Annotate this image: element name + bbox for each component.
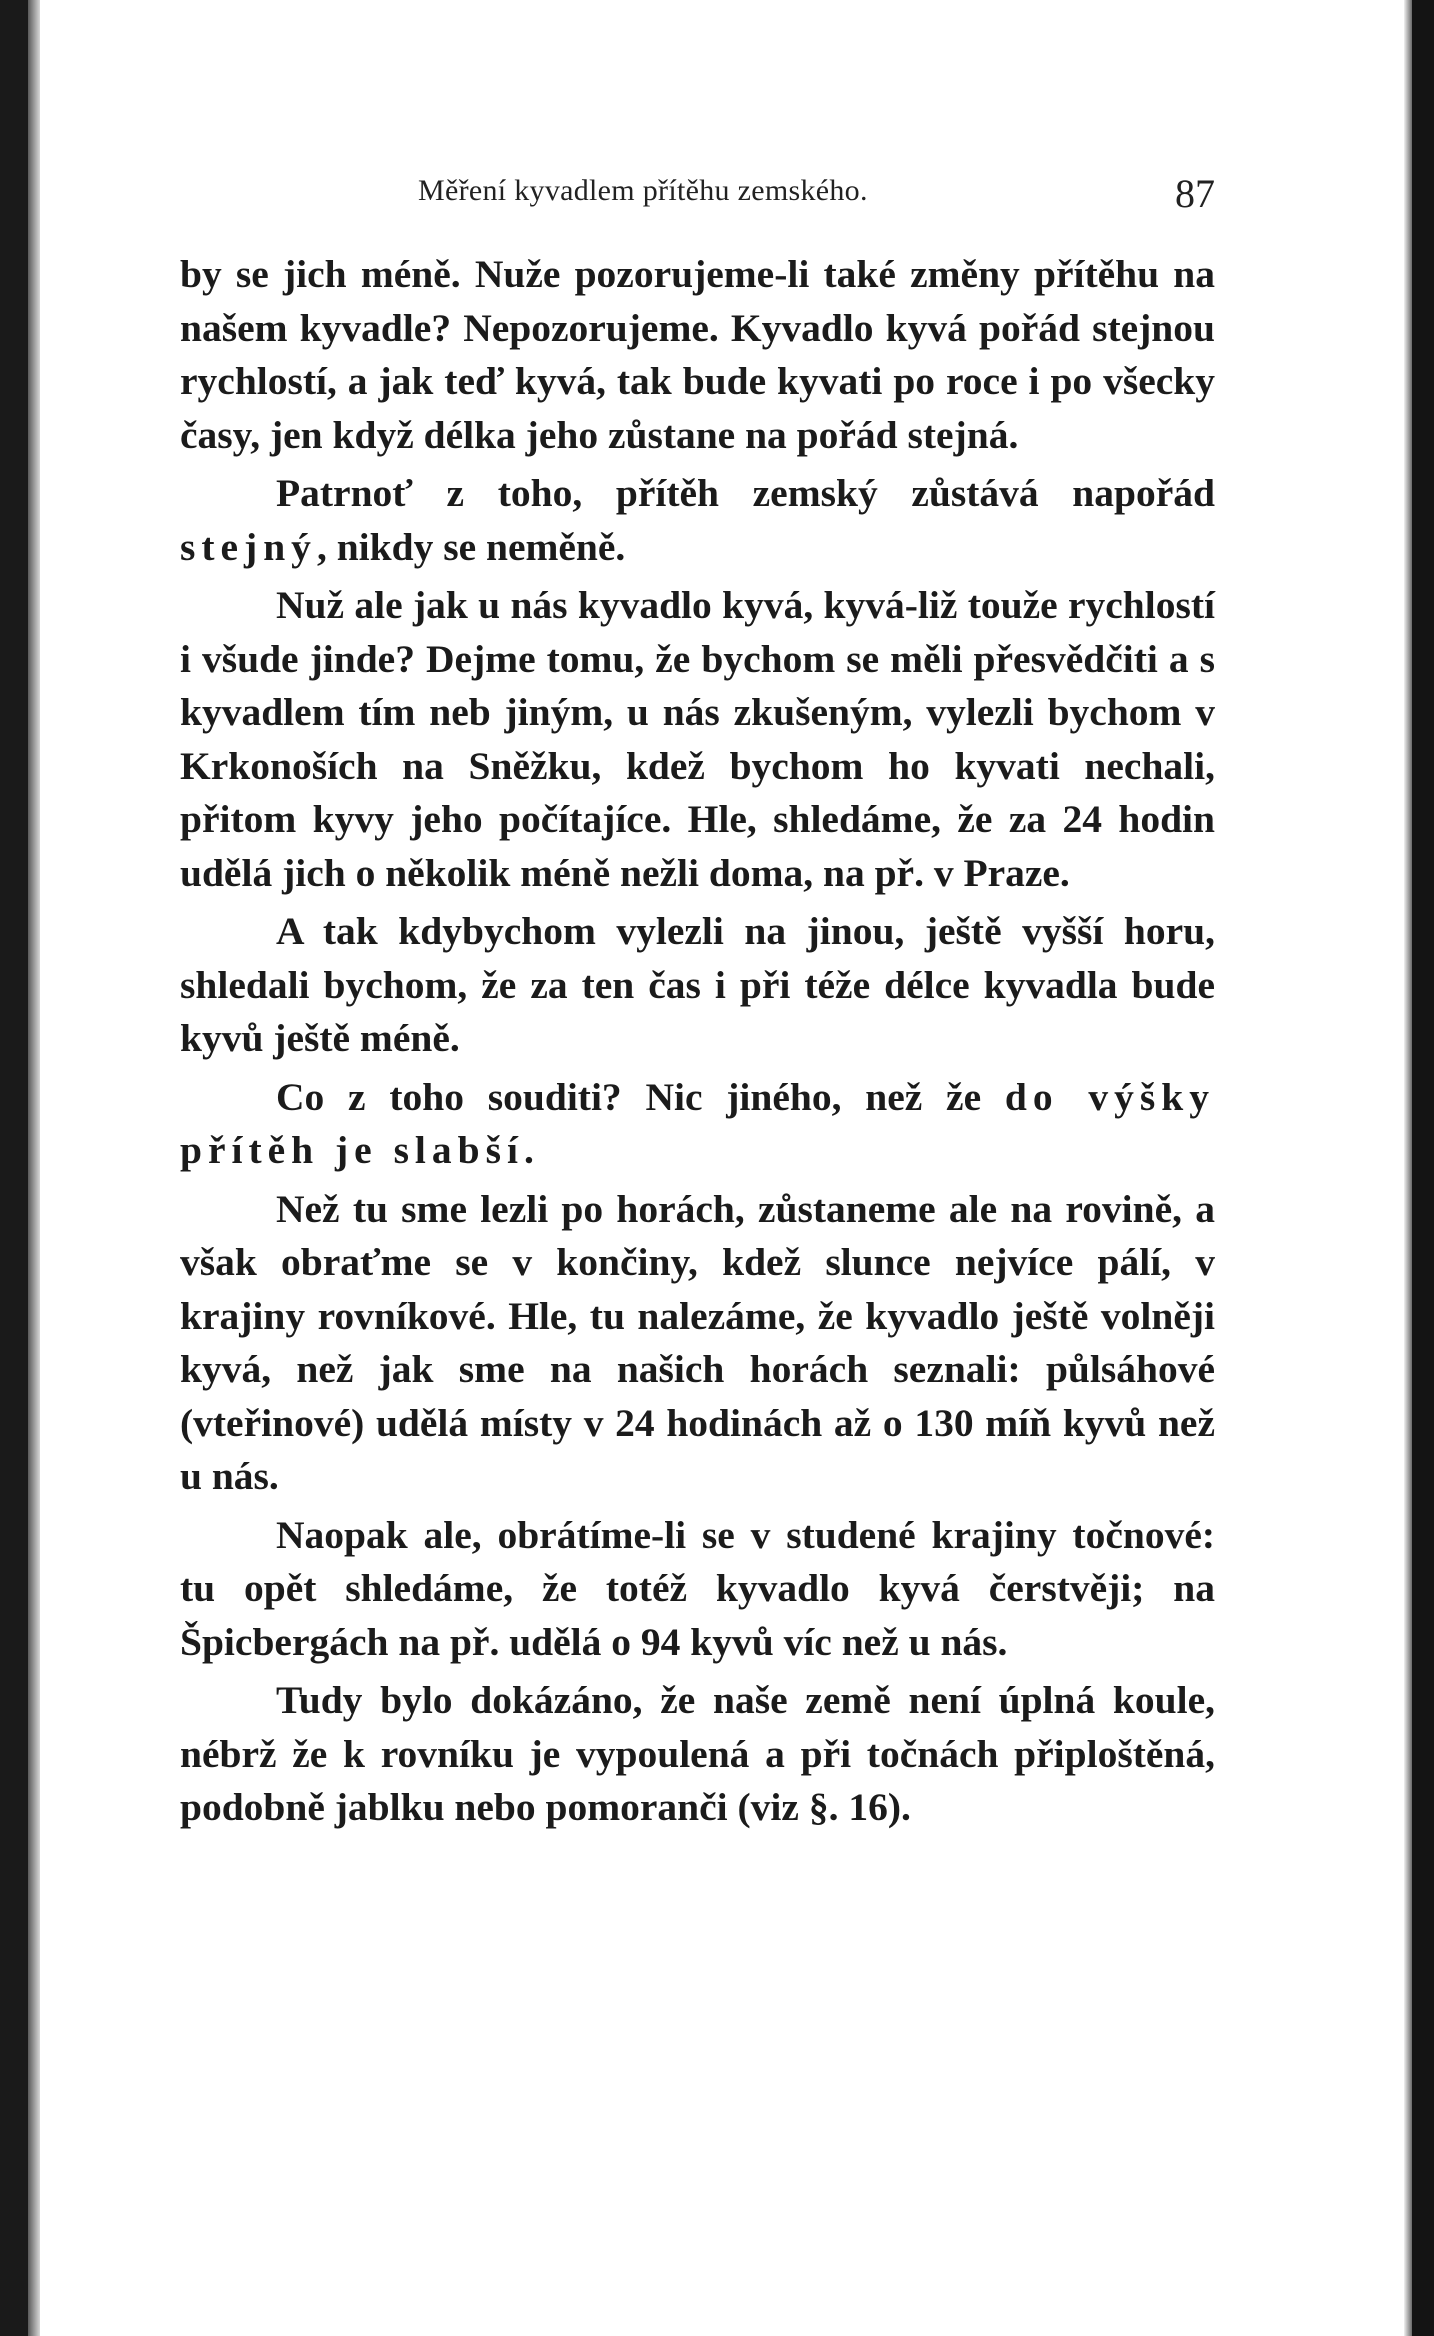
paragraph <box>180 1071 1215 1178</box>
running-head <box>180 170 1215 230</box>
paragraph <box>180 579 1215 900</box>
paragraph <box>180 467 1215 574</box>
paragraph <box>180 1509 1215 1670</box>
paragraph-text: Patrnoť z toho, přítěh zemský zůstává napořád <box>276 471 1215 515</box>
paragraph-text: Co z toho souditi? Nic jiného, než že <box>276 1074 1005 1119</box>
page-gutter-shadow <box>28 0 40 2336</box>
paragraph <box>180 905 1215 1066</box>
page-content <box>180 170 1215 1840</box>
paragraph-text: , nikdy se neměně. <box>316 524 626 569</box>
page-edge-shadow <box>1404 0 1412 2336</box>
paragraph-text: by se jich méně. Nuže pozorujeme-li také změny přítěhu na našem kyvadle? Nepozorujeme. Kyvadlo kyvá pořád stejnou rychlostí, a jak teď kyvá, tak bude kyvati po roce i po všecky časy, jen když délka jeho zůstane na pořád stejná. <box>180 252 1215 457</box>
running-title: Měření kyvadlem přítěhu zemského. <box>418 174 868 207</box>
book-spine-edge <box>0 0 28 2336</box>
paragraph-text: Nuž ale jak u nás kyvadlo kyvá, kyvá-liž touže rychlostí i všude jinde? Dejme tomu, že bychom se měli přesvědčiti a s kyvadlem tím neb jiným, u nás zkušeným, vylezli bychom v Krkonoších na Sněžku, kdež bychom ho kyvati nechali, přitom kyvy jeho počítajíce. Hle, shledáme, že za 24 hodin udělá jich o několik méně nežli doma, na př. v Praze. <box>180 583 1215 895</box>
paragraph-text: Než tu sme lezli po horách, zůstaneme ale na rovině, a však obraťme se v končiny, kdež slunce nejvíce pálí, v krajiny rovníkové. Hle, tu nalezáme, že kyvadlo ještě volněji kyvá, než jak sme na našich horách seznali: půlsáhové (vteřinové) udělá místy v 24 hodinách až o 130 míň kyvů než u nás. <box>180 1186 1215 1498</box>
paragraph <box>180 1674 1215 1835</box>
page-number: 87 <box>1175 171 1215 216</box>
paragraph <box>180 1183 1215 1504</box>
paragraph-text: Naopak ale, obrátíme-li se v studené krajiny točnové: tu opět shledáme, že totéž kyvadlo kyvá čerstvěji; na Špicbergách na př. udělá o 94 kyvů víc než u nás. <box>180 1512 1215 1664</box>
paragraph-text: . <box>523 1128 534 1172</box>
paragraph-text: Tudy bylo dokázáno, že naše země není úplná koule, nébrž že k rovníku je vypoulená a při točnách připloštěná, podobně jablku nebo pomoranči (viz §. 16). <box>180 1678 1215 1829</box>
paragraph <box>180 248 1215 462</box>
body-text <box>180 248 1215 1835</box>
emphasis-spaced: stejný <box>180 524 317 569</box>
scan-border-right <box>1412 0 1434 2336</box>
emphasis-spaced: do výšky přítěh je slabší <box>180 1074 1215 1172</box>
paragraph-text: A tak kdybychom vylezli na jinou, ještě vyšší horu, shledali bychom, že za ten čas i při téže délce kyvadla bude kyvů ještě méně. <box>180 909 1215 1060</box>
